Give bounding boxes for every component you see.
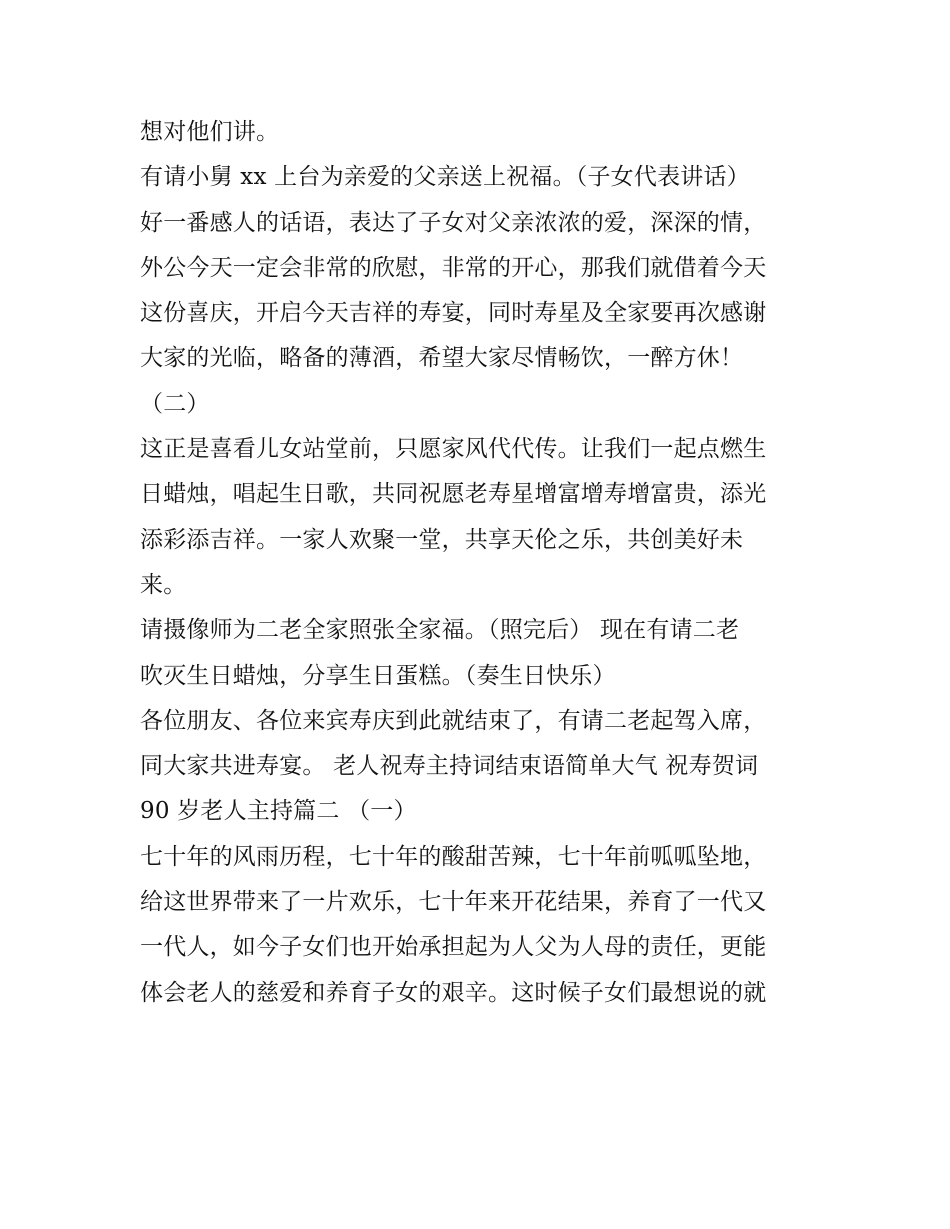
text-line: 七十年的风雨历程，七十年的酸甜苦辣，七十年前呱呱坠地，: [140, 843, 767, 870]
text-line: 这份喜庆，开启今天吉祥的寿宴，同时寿星及全家要再次感谢: [140, 300, 767, 327]
text-line: 想对他们讲。: [140, 119, 280, 145]
text-line: 大家的光临，略备的薄酒，希望大家尽情畅饮，一醉方休！: [140, 345, 744, 372]
text-line: 来。: [140, 571, 187, 598]
text-line: 日蜡烛，唱起生日歌，共同祝愿老寿星增富增寿增富贵，添光: [140, 481, 767, 508]
text-line: 吹灭生日蜡烛，分享生日蛋糕。（奏生日快乐）: [140, 662, 616, 689]
text-line: 各位朋友、各位来宾寿庆到此就结束了，有请二老起驾入席，: [140, 707, 767, 734]
text-line: 好一番感人的话语，表达了子女对父亲浓浓的爱，深深的情，: [140, 209, 767, 236]
section-heading: （二）: [140, 390, 210, 417]
text-line: 90 岁老人主持篇二 （一）: [140, 798, 417, 825]
text-line: 给这世界带来了一片欢乐，七十年来开花结果，养育了一代又: [140, 889, 767, 916]
text-line: 同大家共进寿宴。 老人祝寿主持词结束语简单大气 祝寿贺词: [140, 753, 759, 780]
text-line: 添彩添吉祥。一家人欢聚一堂，共享天伦之乐，共创美好未: [140, 526, 744, 553]
text-line: 体会老人的慈爱和养育子女的艰辛。这时候子女们最想说的就: [140, 979, 767, 1006]
text-line: 请摄像师为二老全家照张全家福。（照完后） 现在有请二老: [140, 617, 740, 644]
text-line: 有请小舅 xx 上台为亲爱的父亲送上祝福。（子女代表讲话）: [140, 164, 750, 191]
body-text: [140, 110, 820, 1016]
text-line: 一代人，如今子女们也开始承担起为人父为人母的责任，更能: [140, 934, 767, 961]
text-line: 外公今天一定会非常的欣慰，非常的开心，那我们就借着今天: [140, 254, 767, 281]
text-line: 这正是喜看儿女站堂前，只愿家风代代传。让我们一起点燃生: [140, 436, 767, 463]
